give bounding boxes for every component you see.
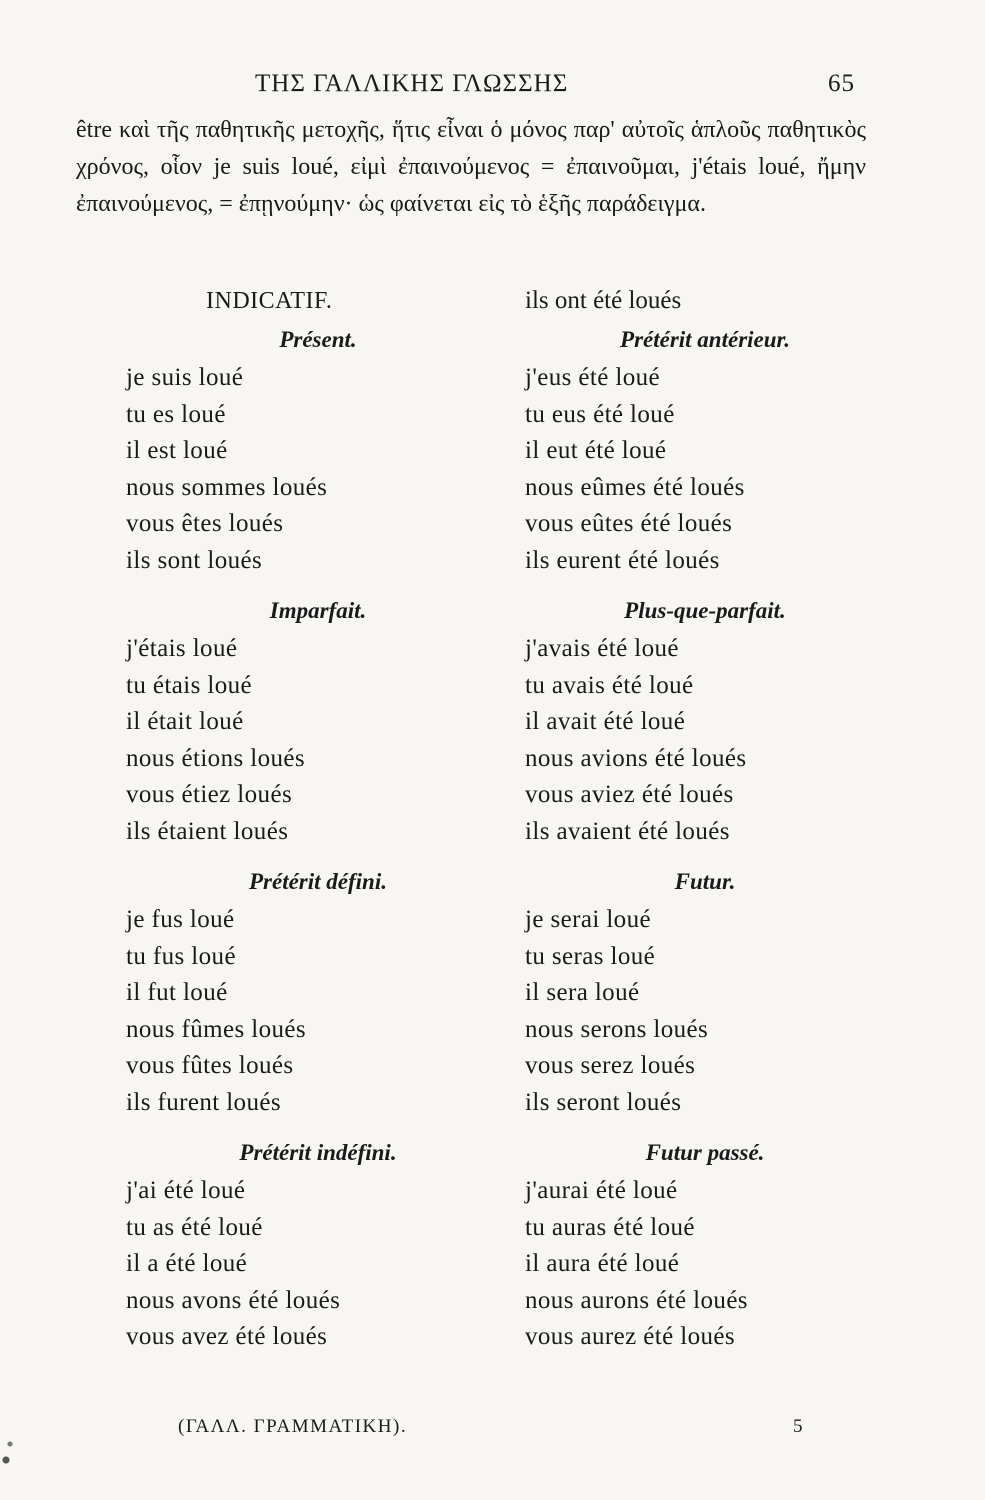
conjugation-list <box>515 360 895 579</box>
intro-paragraph <box>76 112 866 223</box>
tense-title: Présent. <box>279 327 357 352</box>
conjugation-form: vous serez loués <box>525 1052 696 1079</box>
conjugation-form: je serai loué <box>525 906 651 933</box>
conjugation-form: tu étais loué <box>126 671 253 699</box>
conjugation-form: nous fûmes loués <box>126 1015 306 1043</box>
tense-title: Prétérit défini. <box>249 869 387 894</box>
tense-block-imparfait <box>108 591 488 850</box>
conjugation-form: il sera loué <box>525 979 640 1006</box>
conjugation-form: j'aurai été loué <box>525 1177 678 1204</box>
running-head <box>255 70 855 106</box>
conjugation-form: j'ai été loué <box>126 1177 246 1204</box>
conjugation-form: j'étais loué <box>126 635 238 662</box>
tense-title: Prétérit antérieur. <box>620 327 790 352</box>
conjugation-list <box>515 631 895 850</box>
conjugation-form: ils étaient loués <box>126 817 289 845</box>
tense-block-preterit-defini <box>108 862 488 1121</box>
continued-form: ils ont été loués <box>525 287 682 314</box>
conjugation-form: j'eus été loué <box>525 364 661 391</box>
conjugation-form: je suis loué <box>126 364 244 391</box>
conjugation-form: nous aurons été loués <box>525 1286 748 1314</box>
conjugation-list <box>515 1173 895 1356</box>
signature-mark: 5 <box>793 1416 804 1437</box>
tense-title: Futur passé. <box>645 1140 765 1165</box>
conjugation-form: il a été loué <box>126 1250 248 1277</box>
conjugation-form: vous eûtes été loués <box>525 510 733 537</box>
conjugation-form: ils avaient été loués <box>525 817 730 845</box>
conjugation-form: ils furent loués <box>126 1088 281 1116</box>
running-title: ΤΗΣ ΓΑΛΛΙΚΗΣ ΓΛΩΣΣΗΣ <box>255 70 569 97</box>
right-column <box>515 282 895 1368</box>
conjugation-form: ils seront loués <box>525 1088 682 1116</box>
tense-block-plus-que-parfait <box>515 591 895 850</box>
conjugation-form: vous étiez loués <box>126 781 293 808</box>
conjugation-form: il était loué <box>126 708 244 735</box>
footer-title: (ΓΑΛΛ. ΓΡΑΜΜΑΤΙΚΗ). <box>178 1416 408 1437</box>
conjugation-form: nous eûmes été loués <box>525 473 745 501</box>
conjugation-list <box>108 1173 488 1356</box>
conjugation-form: il fut loué <box>126 979 228 1006</box>
page-number: 65 <box>828 70 855 97</box>
tense-title: Imparfait. <box>269 598 367 623</box>
conjugation-form: ils eurent été loués <box>525 546 720 574</box>
conjugation-form: il avait été loué <box>525 708 686 735</box>
conjugation-form: vous êtes loués <box>126 510 284 537</box>
conjugation-form: vous aurez été loués <box>525 1323 736 1350</box>
conjugation-form: nous étions loués <box>126 744 306 772</box>
conjugation-form: tu fus loué <box>126 942 236 970</box>
ink-smudge <box>0 1430 18 1490</box>
conjugation-list <box>108 631 488 850</box>
conjugation-form: tu auras été loué <box>525 1213 695 1241</box>
page-footer <box>178 1416 818 1446</box>
conjugation-form: tu eus été loué <box>525 400 675 428</box>
left-column <box>108 282 488 1368</box>
conjugation-form: nous avons été loués <box>126 1286 341 1314</box>
conjugation-list <box>515 902 895 1121</box>
conjugation-form: tu as été loué <box>126 1213 263 1241</box>
tense-block-futur <box>515 862 895 1121</box>
conjugation-form: vous fûtes loués <box>126 1052 294 1079</box>
tense-block-preterit-anterieur <box>515 320 895 579</box>
conjugation-form: vous aviez été loués <box>525 781 734 808</box>
conjugation-form: il eut été loué <box>525 437 667 464</box>
conjugation-form: je fus loué <box>126 906 235 933</box>
conjugation-form: nous sommes loués <box>126 473 328 501</box>
conjugation-form: il aura été loué <box>525 1250 680 1277</box>
tense-title: Futur. <box>674 869 736 894</box>
conjugation-form: tu seras loué <box>525 942 656 970</box>
mood-heading: INDICATIF. <box>206 288 333 314</box>
tense-block-futur-passe <box>515 1133 895 1356</box>
conjugation-form: il est loué <box>126 437 228 464</box>
conjugation-form: tu es loué <box>126 400 226 428</box>
tense-block-preterit-indefini <box>108 1133 488 1356</box>
conjugation-form: vous avez été loués <box>126 1323 328 1350</box>
conjugation-list <box>108 902 488 1121</box>
conjugation-form: ils sont loués <box>126 546 263 574</box>
conjugation-form: tu avais été loué <box>525 671 694 699</box>
conjugation-list <box>108 360 488 579</box>
conjugation-form: nous serons loués <box>525 1015 709 1043</box>
conjugation-form: nous avions été loués <box>525 744 747 772</box>
conjugation-form: j'avais été loué <box>525 635 679 662</box>
tense-block-present <box>108 320 488 579</box>
intro-text: être καὶ τῆς παθητικῆς μετοχῆς, ἥτις εἶναι ὁ μόνος παρ' αὐτοῖς ἁπλοῦς παθητικὸς χρόνος, οἷον je suis loué, εἰμὶ ἐπαινούμενος = ἐπαινοῦμαι, j'étais loué, ἤμην ἐπαινούμενος, = ἐπῃνούμην· ὡς φαίνεται εἰς τὸ ἑξῆς παράδειγμα. <box>76 117 866 217</box>
tense-title: Prétérit indéfini. <box>239 1140 397 1165</box>
tense-title: Plus-que-parfait. <box>624 598 786 623</box>
